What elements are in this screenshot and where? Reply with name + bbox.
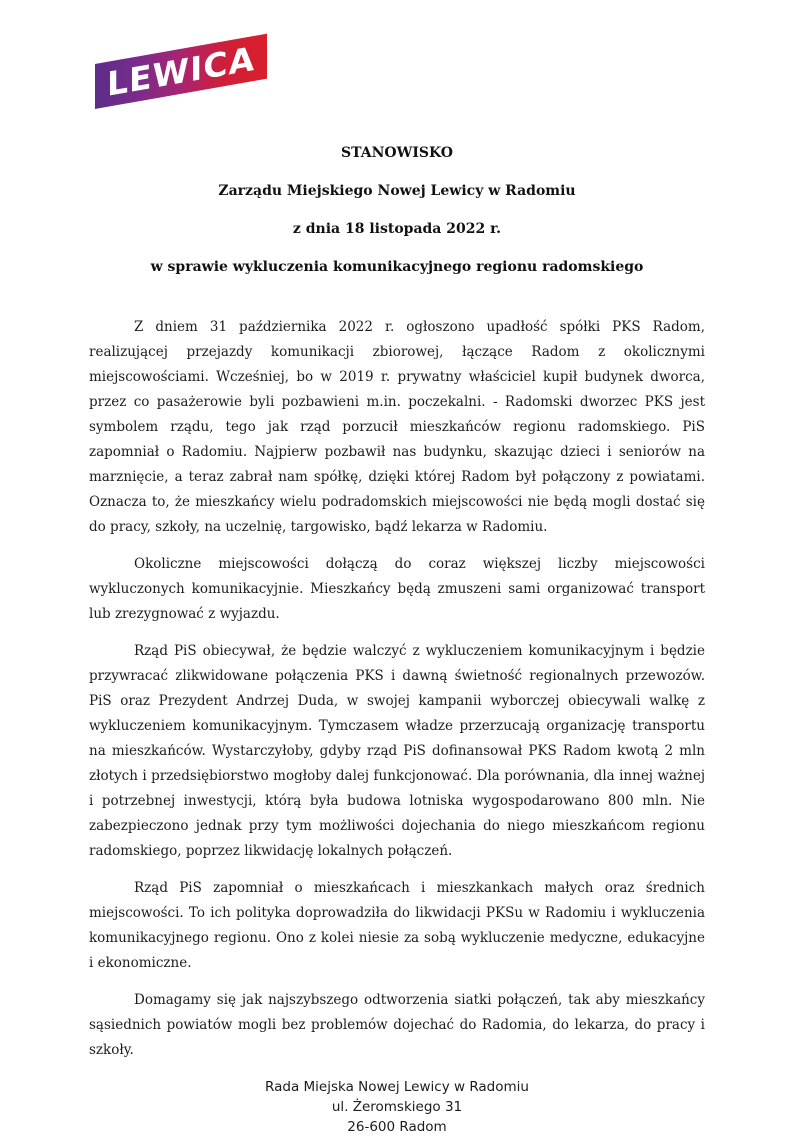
paragraph-1: Z dniem 31 października 2022 r. ogłoszono upadłość spółki PKS Radom, realizującej przejazdy komunikacji zbiorowej, łączące Radom z okolicznymi miejscowościami. Wcześniej, bo w 2019 r. prywatny właściciel kupił budynek dworca, przez co pasażerowie byli pozbawieni m.in. poczekalni. - Radomski dworzec PKS jest symbolem rządu, tego jak rząd porzucił mieszkańców regionu radomskiego. PiS zapomniał o Radomiu. Najpierw pozbawił nas budynku, skazując dzieci i seniorów na marznięcie, a teraz zabrał nam spółkę, dzięki której Radom był połączony z powiatami. Oznacza to, że mieszkańcy wielu podradomskich miejscowości nie będą mogli dostać się do pracy, szkoły, na uczelnię, targowisko, bądź lekarza w Radomiu.	[89, 319, 705, 535]
paragraph-4: Rząd PiS zapomniał o mieszkańcach i mieszkankach małych oraz średnich miejscowości. To ich polityka doprowadziła do likwidacji PKSu w Radomiu i wykluczenia komunikacyjnego regionu. Ono z kolei niesie za sobą wykluczenie medyczne, edukacyjne i ekonomiczne.	[89, 880, 705, 971]
title-subject: w sprawie wykluczenia komunikacyjnego regionu radomskiego	[150, 259, 644, 275]
title-date: z dnia 18 listopada 2022 r.	[292, 221, 502, 237]
footer-organization: Rada Miejska Nowej Lewicy w Radomiu	[265, 1079, 529, 1095]
footer-street: ul. Żeromskiego 31	[331, 1099, 463, 1115]
paragraph-3: Rząd PiS obiecywał, że będzie walczyć z wykluczeniem komunikacyjnym i będzie przywracać zlikwidowane połączenia PKS i dawną świetność regionalnych przewozów. PiS oraz Prezydent Andrzej Duda, w swojej kampanii wyborczej obiecywali walkę z wykluczeniem komunikacyjnym. Tymczasem władze przerzucają organizację transportu na mieszkańców. Wystarczyłoby, gdyby rząd PiS dofinansował PKS Radom kwotą 2 mln złotych i przedsiębiorstwo mogłoby dalej funkcjonować. Dla porównania, dla innej ważnej i potrzebnej inwestycji, którą była budowa lotniska wygospodarowano 800 mln. Nie zabezpieczono jednak przy tym możliwości dojechania do niego mieszkańcom regionu radomskiego, poprzez likwidację lokalnych połączeń.	[89, 643, 705, 859]
document-body	[89, 315, 705, 1063]
paragraph-2: Okoliczne miejscowości dołączą do coraz większej liczby miejscowości wykluczonych komunikacyjnie. Mieszkańcy będą zmuszeni sami organizować transport lub zrezygnować z wyjazdu.	[89, 556, 705, 622]
lewica-logo-text: LEWICA	[106, 38, 255, 104]
footer-city: 26-600 Radom	[347, 1119, 447, 1135]
document-header	[0, 0, 794, 275]
title-stanowisko: STANOWISKO	[341, 145, 453, 161]
title-issuer: Zarządu Miejskiego Nowej Lewicy w Radomiu	[218, 183, 576, 199]
document-footer	[0, 1077, 794, 1137]
paragraph-5: Domagamy się jak najszybszego odtworzenia siatki połączeń, tak aby mieszkańcy sąsiednich powiatów mogli bez problemów dojechać do Radomia, do lekarza, do pracy i szkoły.	[89, 992, 705, 1058]
